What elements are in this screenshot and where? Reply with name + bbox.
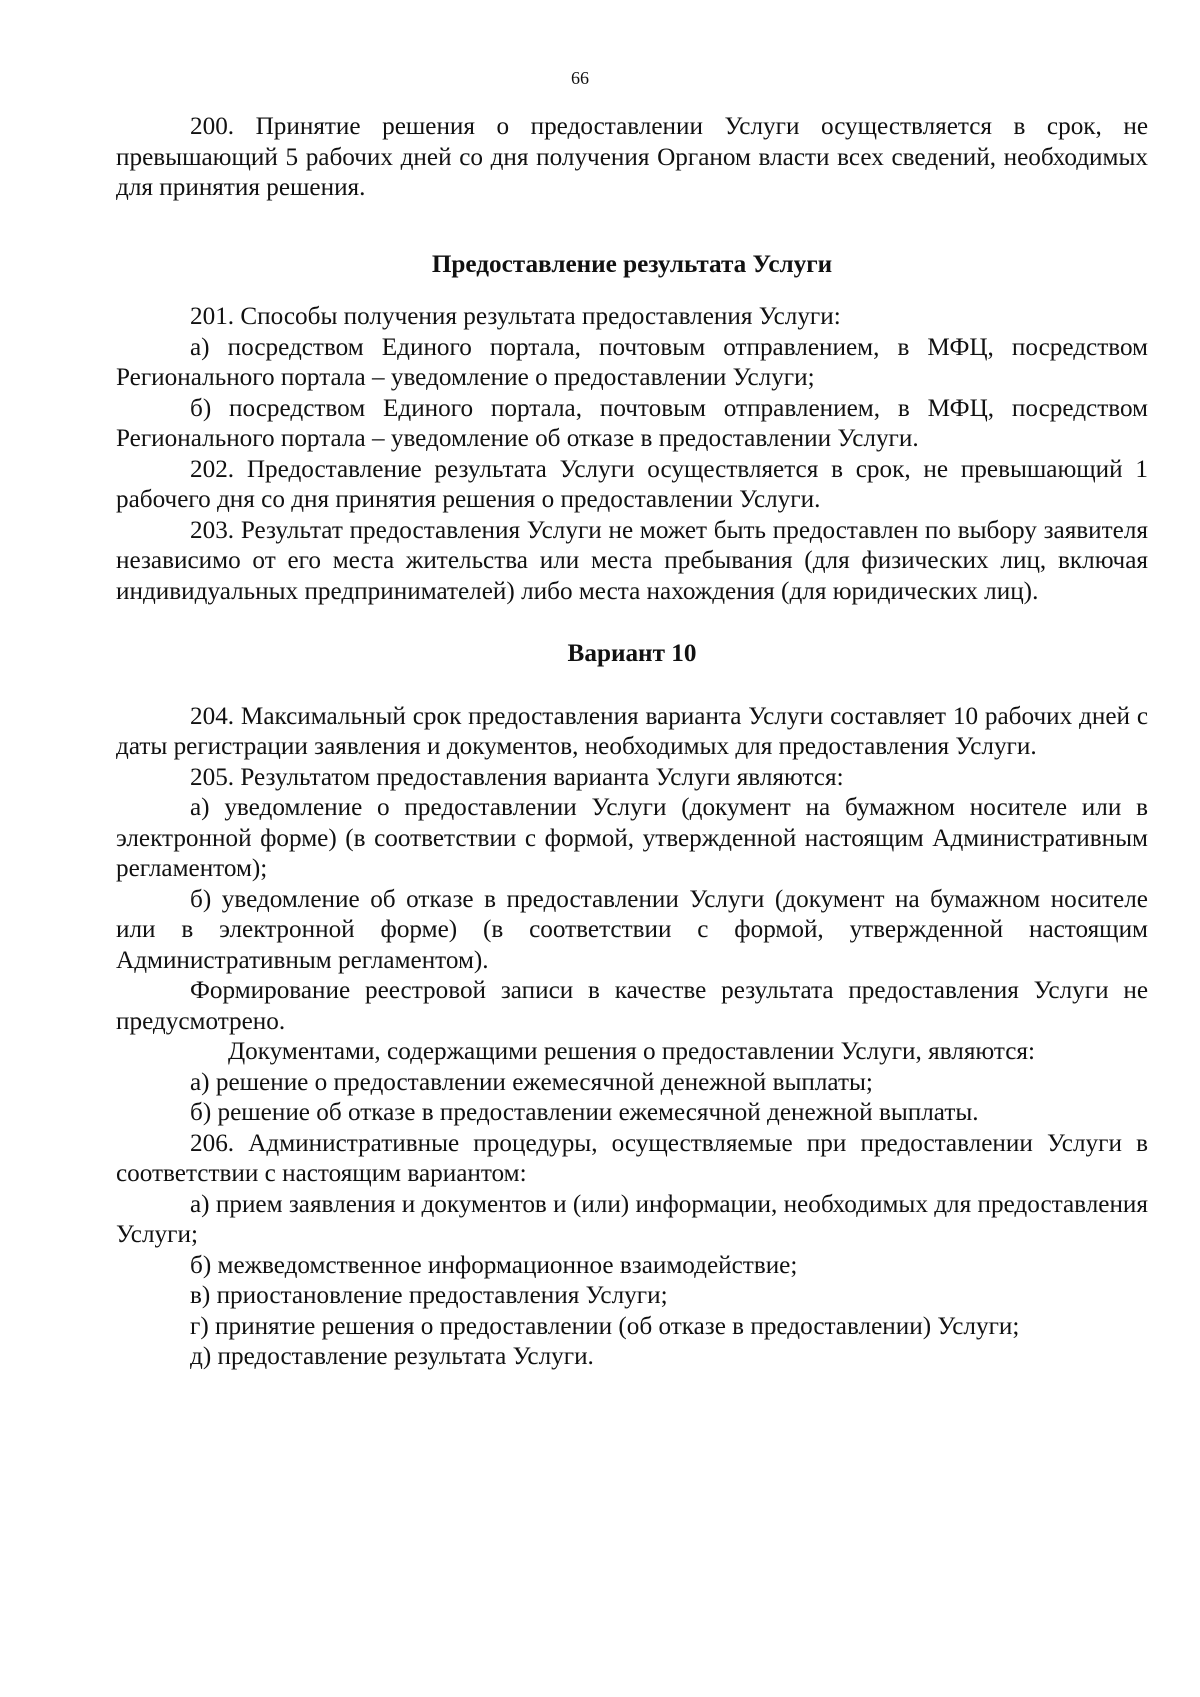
paragraph-205-documents: Документами, содержащими решения о предоставлении Услуги, являются: <box>228 1038 1035 1065</box>
paragraph-200: 200. Принятие решения о предоставлении Услуги осуществляется в срок, не превышающий 5 рабочих дней со дня получения Органом власти всех сведений, необходимых для принятия решения. <box>116 113 1148 201</box>
paragraph-201-a: а) посредством Единого портала, почтовым отправлением, в МФЦ, посредством Регионального портала – уведомление о предоставлении Услуги; <box>116 333 1148 391</box>
paragraph-206-e: д) предоставление результата Услуги. <box>190 1343 594 1370</box>
paragraph-204: 204. Максимальный срок предоставления варианта Услуги составляет 10 рабочих дней с даты регистрации заявления и документов, необходимых для предоставления Услуги. <box>116 702 1148 760</box>
section-heading-variant: Вариант 10 <box>567 640 697 667</box>
paragraph-205-registry: Формирование реестровой записи в качестве результата предоставления Услуги не предусмотрено. <box>116 977 1148 1035</box>
paragraph-202: 202. Предоставление результата Услуги осуществляется в срок, не превышающий 1 рабочего дня со дня принятия решения о предоставлении Услуги. <box>116 455 1148 513</box>
paragraph-206-d: г) принятие решения о предоставлении (об отказе в предоставлении) Услуги; <box>190 1312 1020 1340</box>
paragraph-206: 206. Административные процедуры, осуществляемые при предоставлении Услуги в соответствии с настоящим вариантом: <box>116 1129 1148 1187</box>
paragraph-206-b: б) межведомственное информационное взаимодействие; <box>190 1251 798 1279</box>
paragraph-206-c: в) приостановление предоставления Услуги; <box>190 1282 668 1309</box>
section-heading-result: Предоставление результата Услуги <box>431 250 833 278</box>
page-number: 66 <box>571 68 589 88</box>
paragraph-201: 201. Способы получения результата предоставления Услуги: <box>190 303 841 330</box>
paragraph-205-documents-b: б) решение об отказе в предоставлении ежемесячной денежной выплаты. <box>190 1099 979 1126</box>
paragraph-206-a: а) прием заявления и документов и (или) информации, необходимых для предоставления Услуги; <box>116 1190 1148 1248</box>
paragraph-203: 203. Результат предоставления Услуги не может быть предоставлен по выбору заявителя независимо от его места жительства или места пребывания (для физических лиц, включая индивидуальных предпринимателей) либо места нахождения (для юридических лиц). <box>116 516 1148 605</box>
paragraph-205: 205. Результатом предоставления варианта Услуги являются: <box>190 763 844 791</box>
paragraph-201-b: б) посредством Единого портала, почтовым отправлением, в МФЦ, посредством Регионального портала – уведомление об отказе в предоставлении Услуги. <box>116 394 1148 452</box>
document-body <box>116 112 1148 1373</box>
paragraph-205-documents-a: а) решение о предоставлении ежемесячной денежной выплаты; <box>190 1068 873 1096</box>
paragraph-205-b: б) уведомление об отказе в предоставлении Услуги (документ на бумажном носителе или в электронной форме) (в соответствии с формой, утвержденной настоящим Административным регламентом). <box>116 885 1148 974</box>
paragraph-205-a: а) уведомление о предоставлении Услуги (документ на бумажном носителе или в электронной форме) (в соответствии с формой, утвержденной настоящим Административным регламентом); <box>116 794 1148 882</box>
